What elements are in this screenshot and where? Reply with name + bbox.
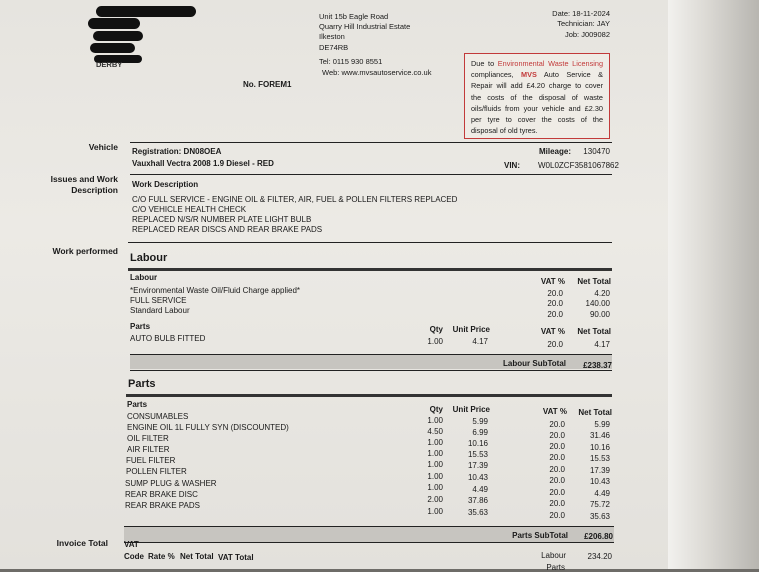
- labour-col-net: Net Total: [577, 277, 611, 286]
- parts-row-vat: 20.0: [549, 442, 565, 451]
- labour-parts-col-qty: Qty: [429, 325, 443, 334]
- parts-col-net: Net Total: [578, 408, 612, 417]
- labour-row-vat: 20.0: [547, 310, 563, 319]
- vat-heading: VAT: [124, 540, 139, 549]
- parts-col-vat: VAT %: [542, 407, 567, 416]
- parts-subtotal-value: £206.80: [584, 532, 613, 541]
- labour-sub-heading: Labour: [130, 273, 158, 282]
- labour-subtotal-value: £238.37: [583, 361, 612, 370]
- parts-row-vat: 20.0: [549, 511, 565, 520]
- customer-town: DERBY: [96, 60, 123, 69]
- parts-row-vat: 20.0: [549, 499, 565, 508]
- company-address-line: Ilkeston: [319, 32, 345, 41]
- parts-row-desc: ENGINE OIL 1L FULLY SYN (DISCOUNTED): [127, 423, 289, 432]
- labour-section-title: Labour: [130, 252, 168, 264]
- parts-row-desc: REAR BRAKE PADS: [125, 501, 200, 510]
- company-address-line: Unit 15b Eagle Road: [319, 12, 389, 21]
- parts-row-qty: 1.00: [427, 416, 443, 425]
- issues-label-line2: Description: [71, 185, 118, 195]
- issues-top-rule: [130, 174, 612, 175]
- labour-row-vat: 20.0: [547, 299, 563, 308]
- account-number: No. FOREM1: [243, 80, 292, 89]
- vehicle-description: Vauxhall Vectra 2008 1.9 Diesel - RED: [132, 159, 274, 168]
- parts-sub-heading: Parts: [127, 400, 148, 409]
- parts-row-unit: 6.99: [472, 428, 488, 437]
- redacted-customer-line: [88, 18, 140, 29]
- labour-top-rule: [128, 242, 612, 243]
- work-description-line: REPLACED REAR DISCS AND REAR BRAKE PADS: [132, 225, 323, 234]
- parts-row-net: 35.63: [589, 512, 610, 521]
- work-performed-label: Work performed: [52, 246, 118, 256]
- parts-row-desc: AIR FILTER: [127, 445, 170, 454]
- parts-row-vat: 20.0: [549, 465, 565, 474]
- waste-licensing-notice: Due to Environmental Waste Licensing compliances, MVS Auto Service & Repair will add £4.20 charge to cover the costs of the disposal of waste oils/fluids from your vehicle and £2.30 per tyre to cover the costs of the disposal of old tyres.: [464, 53, 610, 139]
- redacted-address-line: [90, 43, 135, 53]
- labour-row-desc: FULL SERVICE: [130, 296, 187, 305]
- labour-row-net: 4.20: [594, 289, 610, 298]
- parts-row-unit: 35.63: [467, 508, 488, 517]
- parts-row-unit: 10.43: [467, 473, 488, 482]
- redacted-customer-name: [96, 6, 196, 17]
- vin-value: W0L0ZCF3581067862: [538, 161, 619, 170]
- labour-row-net: 90.00: [589, 310, 610, 319]
- labour-row-vat: 20.0: [547, 289, 563, 298]
- parts-subtotal-rule: [124, 526, 614, 527]
- work-description-line: C/O VEHICLE HEALTH CHECK: [132, 205, 247, 214]
- parts-row-unit: 10.16: [467, 439, 488, 448]
- labour-parts-row-net: 4.17: [594, 340, 610, 349]
- vat-col-vat: VAT Total: [218, 553, 254, 562]
- parts-section-title: Parts: [128, 378, 156, 390]
- parts-row-unit: 5.99: [472, 417, 488, 426]
- parts-row-qty: 1.00: [427, 449, 443, 458]
- parts-row-vat: 20.0: [549, 453, 565, 462]
- labour-parts-row-vat: 20.0: [547, 340, 563, 349]
- parts-row-net: 10.43: [589, 477, 610, 486]
- stacked-pages-edge: [668, 0, 759, 569]
- parts-row-net: 10.16: [589, 443, 610, 452]
- labour-col-vat: VAT %: [540, 277, 565, 286]
- parts-row-vat: 20.0: [549, 476, 565, 485]
- parts-subtotal-label: Parts SubTotal: [512, 531, 568, 540]
- labour-parts-col-unit: Unit Price: [452, 325, 490, 334]
- invoice-job-number: Job: J009082: [564, 30, 610, 39]
- work-description-heading: Work Description: [132, 180, 199, 189]
- parts-row-qty: 1.00: [427, 483, 443, 492]
- labour-parts-col-vat: VAT %: [540, 327, 565, 336]
- vin-label: VIN:: [504, 161, 520, 170]
- issues-label-line1: Issues and Work: [50, 174, 118, 184]
- labour-row-net: 140.00: [585, 299, 610, 308]
- work-description-line: REPLACED N/S/R NUMBER PLATE LIGHT BULB: [132, 215, 312, 224]
- invoice-date: Date: 18-11-2024: [552, 9, 610, 18]
- company-website: Web: www.mvsautoservice.co.uk: [322, 68, 432, 77]
- parts-row-net: 5.99: [594, 420, 610, 429]
- redacted-address-line: [93, 31, 143, 41]
- vat-col-net: Net Total: [180, 552, 214, 561]
- parts-row-qty: 2.00: [427, 495, 443, 504]
- labour-parts-row-desc: AUTO BULB FITTED: [130, 334, 206, 343]
- parts-title-rule: [126, 394, 612, 397]
- labour-title-rule: [128, 268, 612, 271]
- parts-row-net: 75.72: [589, 500, 610, 509]
- parts-row-desc: FUEL FILTER: [126, 456, 176, 465]
- company-phone: Tel: 0115 930 8551: [319, 57, 383, 66]
- labour-row-desc: Standard Labour: [130, 306, 190, 315]
- parts-row-desc: REAR BRAKE DISC: [125, 490, 198, 499]
- vat-col-code: Code: [124, 552, 144, 561]
- totals-labour-value: 234.20: [587, 552, 612, 561]
- labour-subtotal-label: Labour SubTotal: [503, 359, 566, 368]
- parts-row-qty: 4.50: [427, 427, 443, 436]
- mileage-label: Mileage:: [538, 147, 571, 156]
- parts-row-desc: POLLEN FILTER: [126, 467, 187, 476]
- parts-row-unit: 15.53: [467, 450, 488, 459]
- labour-subtotal-bottom-rule: [130, 370, 612, 371]
- company-address-line: Quarry Hill Industrial Estate: [319, 22, 411, 31]
- parts-row-desc: OIL FILTER: [127, 434, 169, 443]
- parts-row-qty: 1.00: [427, 460, 443, 469]
- invoice-technician: Technician: JAY: [557, 19, 610, 28]
- totals-labour-label: Labour: [541, 551, 566, 560]
- labour-subtotal-rule: [130, 354, 612, 355]
- parts-row-net: 31.46: [589, 431, 610, 440]
- parts-row-vat: 20.0: [549, 488, 565, 497]
- vehicle-label: Vehicle: [88, 142, 118, 152]
- parts-row-net: 17.39: [589, 466, 610, 475]
- totals-parts-label: Parts: [546, 563, 565, 572]
- parts-subtotal-bottom-rule: [124, 542, 614, 543]
- parts-row-vat: 20.0: [549, 431, 565, 440]
- parts-row-desc: SUMP PLUG & WASHER: [125, 479, 217, 488]
- parts-row-qty: 1.00: [427, 438, 443, 447]
- parts-row-unit: 37.86: [467, 496, 488, 505]
- labour-row-desc: *Environmental Waste Oil/Fluid Charge applied*: [130, 286, 301, 295]
- labour-parts-heading: Parts: [130, 322, 151, 331]
- invoice-total-label: Invoice Total: [56, 538, 108, 548]
- labour-parts-row-unit: 4.17: [472, 337, 488, 346]
- mileage-value: 130470: [583, 147, 610, 156]
- parts-row-unit: 4.49: [472, 485, 488, 494]
- parts-row-desc: CONSUMABLES: [127, 412, 189, 421]
- vehicle-registration: Registration: DN08OEA: [132, 147, 222, 156]
- parts-row-unit: 17.39: [467, 461, 488, 470]
- work-description-line: C/O FULL SERVICE - ENGINE OIL & FILTER, AIR, FUEL & POLLEN FILTERS REPLACED: [132, 195, 458, 204]
- parts-row-qty: 1.00: [427, 472, 443, 481]
- vat-col-rate: Rate %: [148, 552, 175, 561]
- parts-row-net: 4.49: [594, 489, 610, 498]
- parts-col-unit: Unit Price: [452, 405, 490, 414]
- parts-row-net: 15.53: [589, 454, 610, 463]
- parts-row-qty: 1.00: [427, 507, 443, 516]
- labour-parts-col-net: Net Total: [577, 327, 611, 336]
- parts-row-vat: 20.0: [549, 420, 565, 429]
- labour-parts-row-qty: 1.00: [427, 337, 443, 346]
- company-address-line: DE74RB: [319, 43, 349, 52]
- parts-col-qty: Qty: [429, 405, 443, 414]
- vehicle-top-rule: [130, 142, 612, 143]
